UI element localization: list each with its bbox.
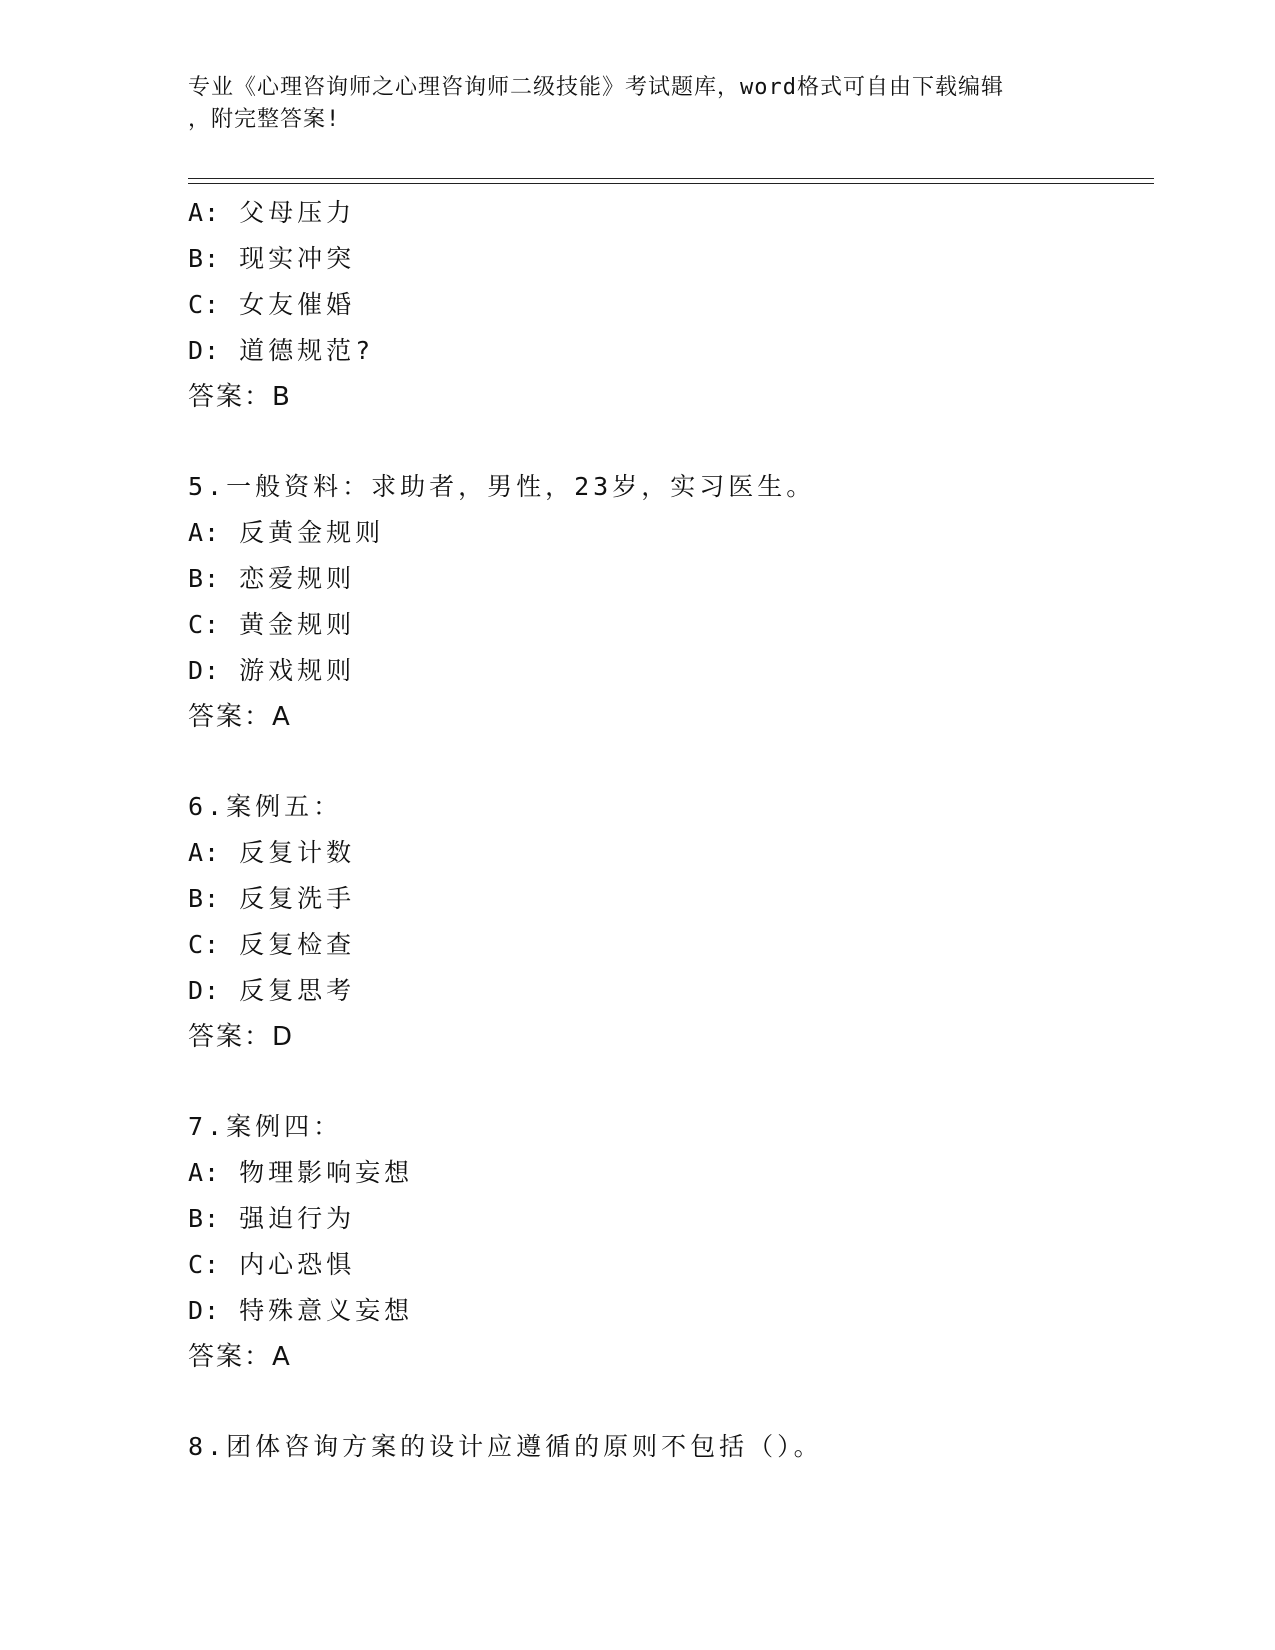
option-text: 反复思考	[239, 976, 356, 1005]
option-text: 物理影响妄想	[239, 1158, 414, 1187]
option-b: B: 反复洗手	[188, 884, 356, 913]
option-text: 黄金规则	[239, 610, 356, 639]
header-line-1: 专业《心理咨询师之心理咨询师二级技能》考试题库，word格式可自由下载编辑	[188, 75, 1004, 100]
document-header	[188, 72, 1088, 136]
question-block-7	[188, 1104, 1154, 1380]
question-list	[188, 190, 1154, 1470]
option-b: B: 强迫行为	[188, 1204, 356, 1233]
option-text: 反黄金规则	[239, 518, 385, 547]
question-block-5	[188, 464, 1154, 740]
option-d: D: 道德规范?	[188, 336, 375, 365]
question-stem: 5.一般资料：求助者，男性，23岁，实习医生。	[188, 472, 816, 501]
answer-line: 答案：B	[188, 382, 292, 412]
option-c: C: 女友催婚	[188, 290, 356, 319]
question-block-6	[188, 784, 1154, 1060]
option-text: 反复计数	[239, 838, 356, 867]
option-text: 反复检查	[239, 930, 356, 959]
option-c: C: 黄金规则	[188, 610, 356, 639]
option-text: 特殊意义妄想	[239, 1296, 414, 1325]
answer-line: 答案：A	[188, 1342, 292, 1372]
option-a: A: 反黄金规则	[188, 518, 385, 547]
option-c: C: 反复检查	[188, 930, 356, 959]
option-b: B: 恋爱规则	[188, 564, 356, 593]
option-d: D: 反复思考	[188, 976, 356, 1005]
header-divider-bottom	[188, 183, 1154, 184]
question-stem: 8.团体咨询方案的设计应遵循的原则不包括（）。	[188, 1432, 823, 1461]
answer-line: 答案：D	[188, 1022, 295, 1052]
option-c: C: 内心恐惧	[188, 1250, 356, 1279]
option-a: A: 父母压力	[188, 198, 356, 227]
question-block-4	[188, 190, 1154, 420]
header-line-2: ，附完整答案!	[188, 107, 341, 132]
question-stem: 6.案例五：	[188, 792, 343, 821]
header-divider-top	[188, 178, 1154, 179]
option-text: 现实冲突	[239, 244, 356, 273]
option-text: 父母压力	[239, 198, 356, 227]
option-text: 女友催婚	[239, 290, 356, 319]
option-a: A: 反复计数	[188, 838, 356, 867]
question-stem: 7.案例四：	[188, 1112, 343, 1141]
option-d: D: 游戏规则	[188, 656, 356, 685]
option-text: 恋爱规则	[239, 564, 356, 593]
option-d: D: 特殊意义妄想	[188, 1296, 414, 1325]
option-text: 游戏规则	[239, 656, 356, 685]
option-b: B: 现实冲突	[188, 244, 356, 273]
question-block-8	[188, 1424, 1154, 1470]
option-a: A: 物理影响妄想	[188, 1158, 414, 1187]
option-text: 反复洗手	[239, 884, 356, 913]
option-text: 内心恐惧	[239, 1250, 356, 1279]
answer-line: 答案：A	[188, 702, 292, 732]
option-text: 强迫行为	[239, 1204, 356, 1233]
option-text: 道德规范?	[239, 336, 375, 365]
